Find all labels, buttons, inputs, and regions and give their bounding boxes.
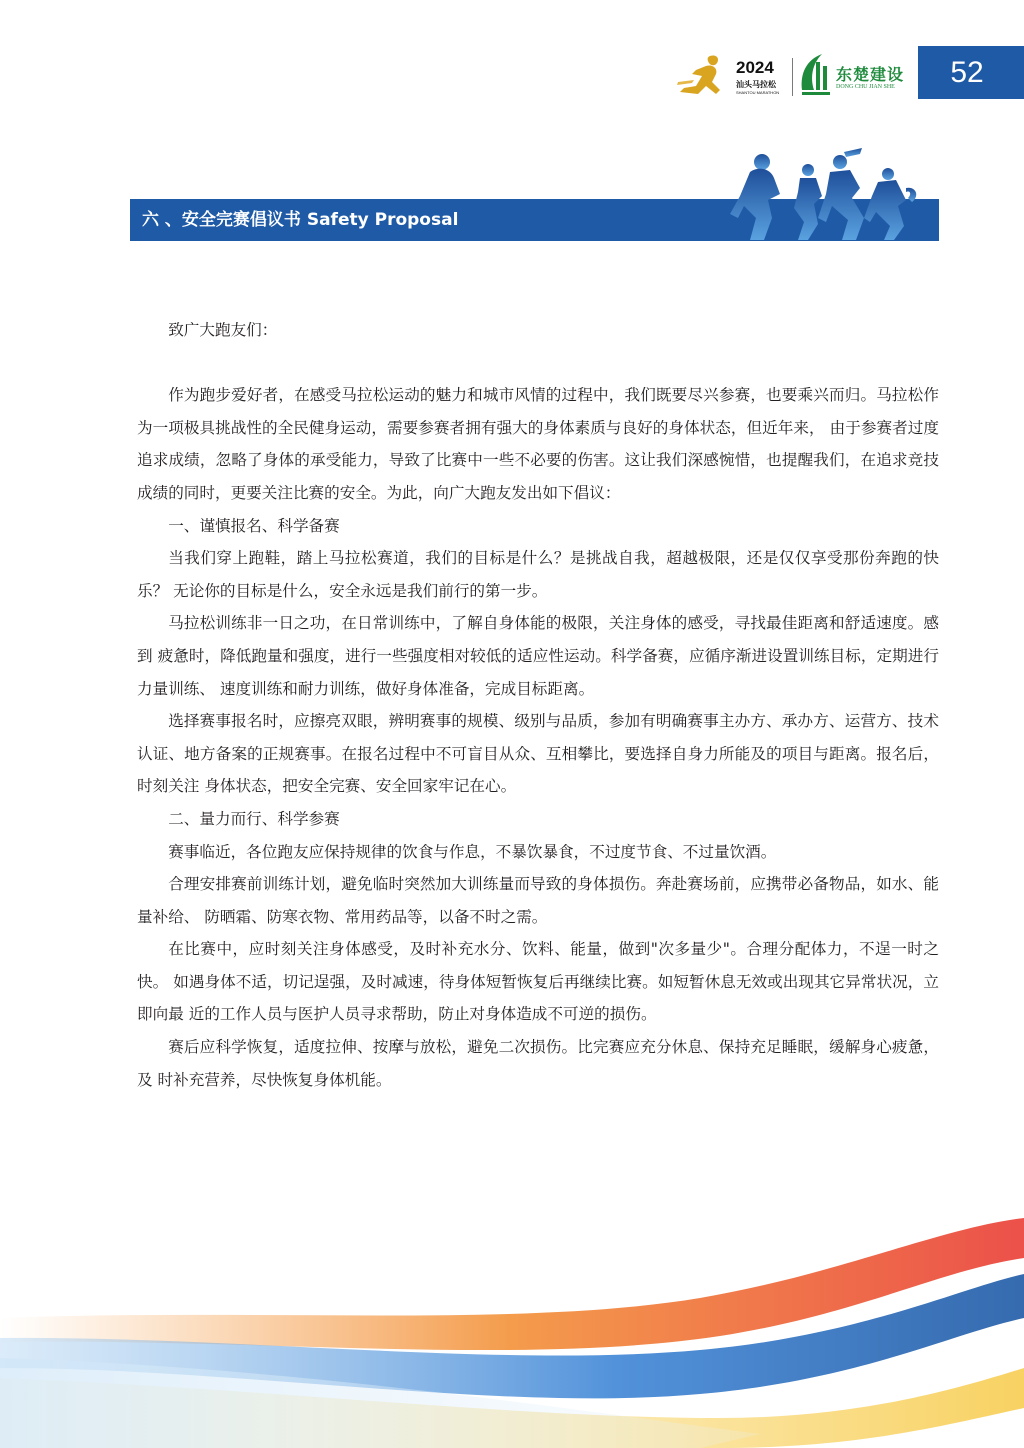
sponsor-logo — [798, 50, 912, 100]
marathon-logo-year: 2024 — [736, 58, 774, 77]
sponsor-logo-name: 东楚建设 — [836, 65, 905, 84]
document-body — [137, 314, 939, 1096]
paragraph-intro: 作为跑步爱好者，在感受马拉松运动的魅力和城市风情的过程中，我们既要尽兴参赛，也要乘兴而归。马拉松作为一项极具挑战性的全民健身运动，需要参赛者拥有强大的身体素质与良好的身体状态，但近年来， 由于参赛者过度追求成绩，忽略了身体的承受能力，导致了比赛中一些不必要的伤害。这让我们深感惋惜，也提醒我们，在追求竞技成绩的同时，更要关注比赛的安全。为此，向广大跑友发出如下倡议： — [137, 386, 939, 502]
section-title: 六 、安全完赛倡议书 Safety Proposal — [142, 210, 459, 230]
paragraph: 合理安排赛前训练计划，避免临时突然加大训练量而导致的身体损伤。奔赴赛场前，应携带必备物品，如水、能量补给、 防晒霜、防寒衣物、常用药品等，以备不时之需。 — [137, 875, 939, 926]
paragraph: 当我们穿上跑鞋，踏上马拉松赛道，我们的目标是什么？是挑战自我，超越极限，还是仅仅享受那份奔跑的快乐？ 无论你的目标是什么，安全永远是我们前行的第一步。 — [137, 549, 939, 600]
paragraph: 赛事临近，各位跑友应保持规律的饮食与作息，不暴饮暴食，不过度节食、不过量饮酒。 — [168, 842, 777, 861]
sponsor-logo-name-en: DONG CHU JIAN SHE — [836, 84, 895, 90]
sponsor-logo-icon — [798, 50, 834, 98]
logo-divider — [792, 58, 793, 96]
marathon-logo — [676, 52, 788, 98]
paragraph: 选择赛事报名时，应擦亮双眼，辨明赛事的规模、级别与品质，参加有明确赛事主办方、承办方、运营方、技术认证、地方备案的正规赛事。在报名过程中不可盲目从众、互相攀比，要选择自身力所能及的项目与距离。报名后， 时刻关注 身体状态，把安全完赛、安全回家牢记在心。 — [137, 712, 939, 796]
decorative-waves — [0, 1218, 1024, 1448]
page-number: 52 — [918, 46, 1024, 99]
runner-logo-icon — [676, 52, 736, 98]
greeting: 致广大跑友们： — [168, 321, 278, 339]
runners-silhouette-icon — [720, 148, 920, 240]
marathon-logo-name-en: SHANTOU MARATHON — [736, 90, 780, 95]
paragraph: 马拉松训练非一日之功，在日常训练中，了解自身体能的极限，关注身体的感受，寻找最佳距离和舒适速度。感到 疲惫时，降低跑量和强度，进行一些强度相对较低的适应性运动。科学备赛，应循序渐进设置训练目标，定期进行力量训练、 速度训练和耐力训练，做好身体准备，完成目标距离。 — [137, 614, 939, 698]
heading-one: 一、谨慎报名、科学备赛 — [168, 516, 340, 535]
paragraph: 在比赛中，应时刻关注身体感受，及时补充水分、饮料、能量，做到"次多量少"。合理分配体力，不逞一时之快。 如遇身体不适，切记逞强，及时减速，待身体短暂恢复后再继续比赛。如短暂休息无效或出现其它异常状况，立即向最 近的工作人员与医护人员寻求帮助，防止对身体造成不可逆的损伤。 — [137, 940, 939, 1024]
marathon-logo-name: 汕头马拉松 — [736, 80, 776, 89]
heading-two: 二、量力而行、科学参赛 — [168, 809, 340, 828]
paragraph: 赛后应科学恢复，适度拉伸、按摩与放松，避免二次损伤。比完赛应充分休息、保持充足睡眠，缓解身心疲惫，及 时补充营养，尽快恢复身体机能。 — [137, 1038, 939, 1089]
